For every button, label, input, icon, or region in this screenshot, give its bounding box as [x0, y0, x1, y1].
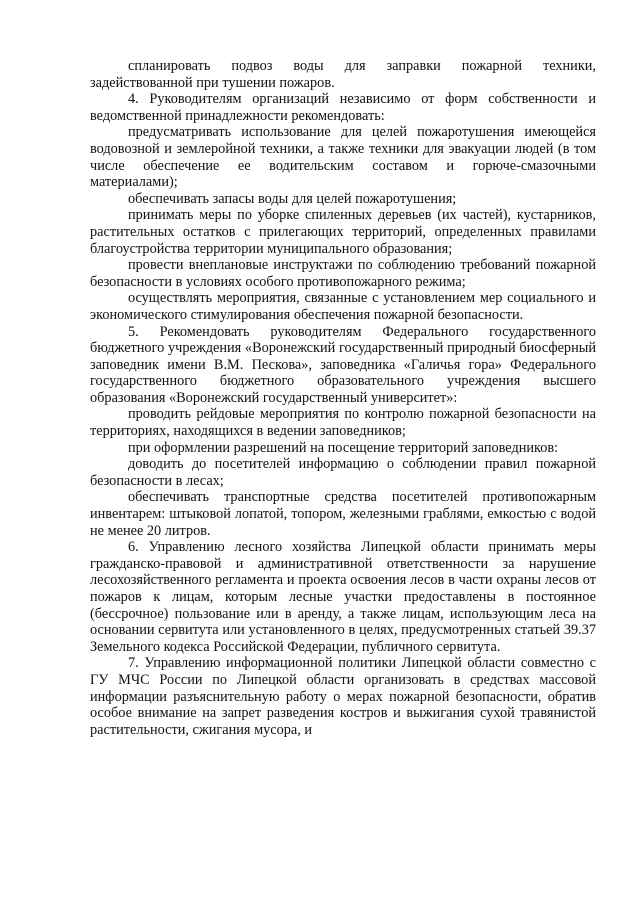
paragraph-water-reserves: обеспечивать запасы воды для целей пожаротушения; [128, 190, 457, 207]
paragraph-vehicle-equipment: обеспечивать транспортные средства посетителей противопожарным инвентарем: штыковой лопатой, топором, железными граблями, емкостью с водой не менее 20 литров. [90, 489, 596, 539]
document-page [90, 58, 596, 738]
paragraph-raids: проводить рейдовые мероприятия по контролю пожарной безопасности на территориях, находящихся в ведении заповедников; [90, 406, 596, 440]
paragraph-inform-visitors: доводить до посетителей информацию о соблюдении правил пожарной безопасности в лесах; [90, 456, 596, 489]
paragraph-incentives: осуществлять мероприятия, связанные с установлением мер социального и экономического стимулирования обеспечения пожарной безопасности. [90, 290, 596, 323]
paragraph-equipment: предусматривать использование для целей пожаротушения имеющейся водовозной и землеройной техники, а также техники для эвакуации людей (в том числе обеспечение ее водительским составом и горюче-смазочными материалами); [90, 124, 596, 191]
paragraph-item-6: 6. Управлению лесного хозяйства Липецкой области принимать меры гражданско-правовой и административной ответственности за нарушение лесохозяйственного регламента и проекта освоения лесов в части охраны лесов от пожаров к лицам, которым лесные участки предоставлены в постоянное (бессрочное) пользование или в аренду, а также лицам, использующим леса на основании сервитута или установленного в целях, предусмотренных статьей 39.37 Земельного кодекса Российской Федерации, публичного сервитута. [90, 539, 596, 655]
paragraph-item-5: 5. Рекомендовать руководителям Федерального государственного бюджетного учреждения «Воронежский государственный природный биосферный заповедник имени В.М. Пескова», заповедника «Галичья гора» Федерального государственного бюджетного образовательного учреждения высшего образования «Воронежский государственный университет»: [90, 323, 596, 406]
paragraph-cleanup: принимать меры по уборке спиленных деревьев (их частей), кустарников, растительных остатков с прилегающих территорий, определенных правилами благоустройства территории муниципального образования; [90, 207, 596, 257]
paragraph-item-4: 4. Руководителям организаций независимо от форм собственности и ведомственной принадлежности рекомендовать: [90, 91, 596, 124]
paragraph-permits: при оформлении разрешений на посещение территорий заповедников: [128, 439, 559, 456]
paragraph-briefings: провести внеплановые инструктажи по соблюдению требований пожарной безопасности в условиях особого противопожарного режима; [90, 257, 596, 290]
paragraph-water-supply: спланировать подвоз воды для заправки пожарной техники, задействованной при тушении пожаров. [90, 58, 596, 91]
paragraph-item-7: 7. Управлению информационной политики Липецкой области совместно с ГУ МЧС России по Липецкой области организовать в средствах массовой информации разъяснительную работу о мерах пожарной безопасности, обратив особое внимание на запрет разведения костров и выжигания сухой травянистой растительности, сжигания мусора, и [90, 655, 596, 738]
